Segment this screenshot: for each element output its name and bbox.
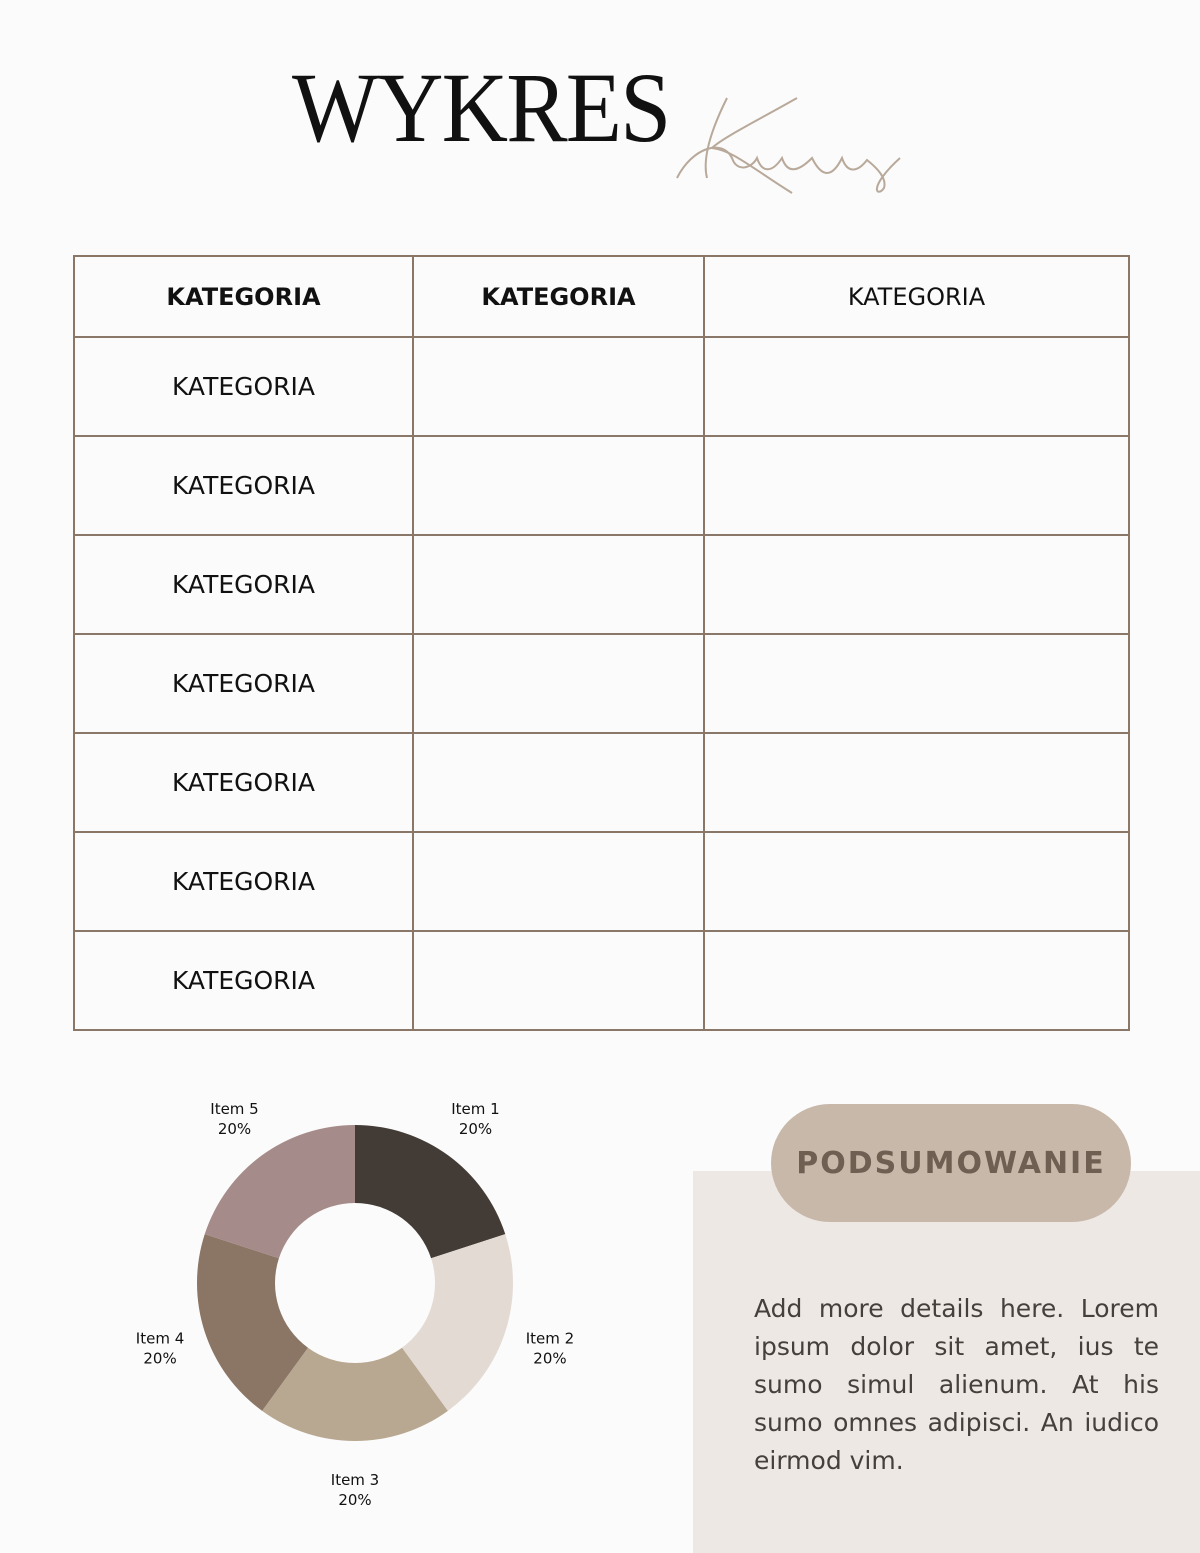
slice-value-label-2: 20%	[533, 1349, 567, 1368]
table-row	[74, 535, 1129, 634]
row-category-cell: KATEGORIA	[74, 832, 413, 931]
table-cell[interactable]	[413, 832, 704, 931]
table-cell[interactable]	[413, 337, 704, 436]
table-cell[interactable]	[704, 337, 1129, 436]
table-header-3: KATEGORIA	[704, 256, 1129, 337]
donut-chart	[100, 1090, 620, 1510]
title-script-signature	[672, 88, 912, 198]
table-cell[interactable]	[413, 436, 704, 535]
slice-value-label-5: 20%	[217, 1120, 252, 1139]
table-cell[interactable]	[704, 436, 1129, 535]
table-row	[74, 832, 1129, 931]
table-cell[interactable]	[704, 634, 1129, 733]
slice-value-label-1: 20%	[458, 1120, 493, 1139]
table-cell[interactable]	[704, 733, 1129, 832]
script-lowercase	[677, 148, 900, 192]
table-row	[74, 436, 1129, 535]
table-cell[interactable]	[413, 634, 704, 733]
summary-heading: PODSUMOWANIE	[771, 1104, 1131, 1222]
table-cell[interactable]	[413, 535, 704, 634]
slice-label-5: Item 5	[210, 1100, 259, 1119]
slice-label-4: Item 4	[135, 1329, 185, 1348]
table-row	[74, 931, 1129, 1030]
row-category-cell: KATEGORIA	[74, 535, 413, 634]
summary-body: Add more details here. Lorem ipsum dolor sit amet, ius te sumo simul alienum. At his sumo omnes adipisci. An iudico eirmod vim.	[754, 1294, 1159, 1475]
slice-label-2: Item 2	[525, 1329, 575, 1348]
data-table	[73, 255, 1130, 1031]
row-category-cell: KATEGORIA	[74, 436, 413, 535]
row-category-cell: KATEGORIA	[74, 931, 413, 1030]
row-category-cell: KATEGORIA	[74, 634, 413, 733]
table-cell[interactable]	[413, 931, 704, 1030]
table-cell[interactable]	[413, 733, 704, 832]
table-header-row	[74, 256, 1129, 337]
table-row	[74, 634, 1129, 733]
slice-value-label-4: 20%	[143, 1349, 177, 1368]
slice-value-label-3: 20%	[338, 1491, 372, 1509]
pie-slice-5	[205, 1125, 355, 1258]
slice-label-3: Item 3	[330, 1471, 380, 1489]
table-header-2: KATEGORIA	[413, 256, 704, 337]
table-cell[interactable]	[704, 931, 1129, 1030]
script-K-arm	[712, 98, 797, 193]
table-header-1: KATEGORIA	[74, 256, 413, 337]
slice-label-1: Item 1	[451, 1100, 500, 1119]
row-category-cell: KATEGORIA	[74, 733, 413, 832]
table-cell[interactable]	[704, 832, 1129, 931]
pie-slice-1	[355, 1125, 505, 1258]
table-row	[74, 337, 1129, 436]
page-title: WYKRES	[292, 52, 670, 163]
script-K-stroke	[706, 98, 727, 178]
row-category-cell: KATEGORIA	[74, 337, 413, 436]
table-row	[74, 733, 1129, 832]
table-cell[interactable]	[704, 535, 1129, 634]
